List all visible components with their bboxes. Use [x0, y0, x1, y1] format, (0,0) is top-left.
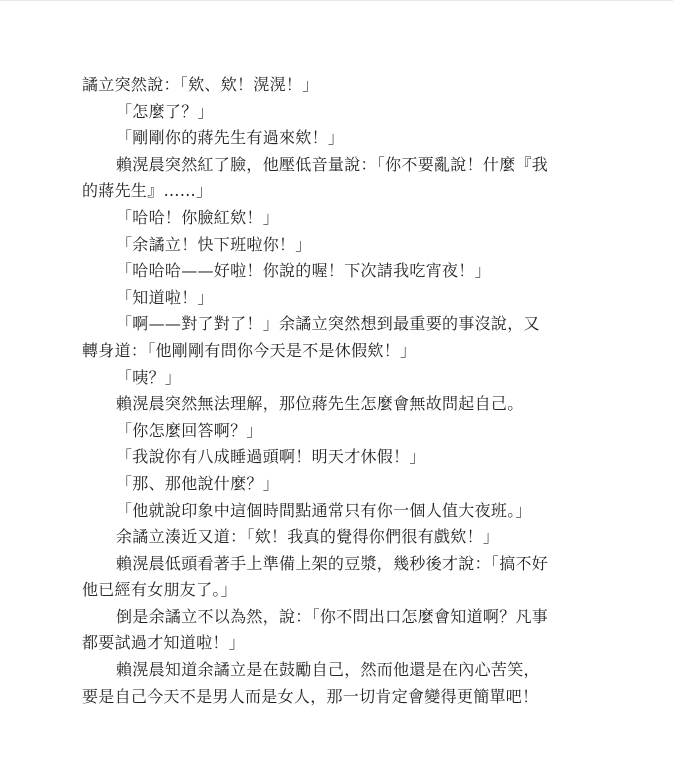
text-line: 要是自己今天不是男人而是女人，那一切肯定會變得更簡單吧！ [82, 686, 539, 706]
text-line: 「那、那他說什麼？」 [116, 473, 280, 493]
text-line: 賴滉晨低頭看著手上準備上架的豆漿，幾秒後才說：「搞不好 [116, 553, 549, 573]
text-line: 賴滉晨突然無法理解，那位蔣先生怎麼會無故問起自己。 [116, 394, 524, 414]
text-line: 的蔣先生』……」 [82, 181, 213, 201]
text-line: 「怎麼了？」 [116, 101, 214, 121]
text-line: 「余譎立！快下班啦你！」 [116, 234, 312, 254]
text-line: 他已經有女朋友了。」 [82, 580, 238, 600]
text-line: 「咦？」 [116, 367, 182, 387]
text-line: 都要試過才知道啦！」 [82, 633, 246, 653]
text-line: 倒是余譎立不以為然，說：「你不問出口怎麼會知道啊？凡事 [116, 606, 549, 626]
text-line: 「他就說印象中這個時間點通常只有你一個人值大夜班。」 [116, 500, 532, 520]
text-line: 「哈哈！你臉紅欸！」 [116, 207, 280, 227]
text-line: 「我說你有八成睡過頭啊！明天才休假！」 [116, 447, 426, 467]
text-line: 余譎立湊近又道：「欸！我真的覺得你們很有戲欸！」 [116, 527, 500, 547]
text-line: 譎立突然說：「欸、欸！滉滉！」 [82, 75, 319, 94]
text-line: 「啊——對了對了！」余譎立突然想到最重要的事沒說，又 [116, 314, 540, 334]
text-line: 「知道啦！」 [116, 287, 214, 307]
text-line: 轉身道：「他剛剛有問你今天是不是休假欸！」 [82, 340, 417, 360]
page-top-border [0, 0, 673, 1]
text-line: 賴滉晨知道余譎立是在鼓勵自己，然而他還是在內心苦笑， [116, 660, 540, 680]
text-line: 「剛剛你的蔣先生有過來欸！」 [116, 128, 345, 148]
novel-text-body [82, 72, 567, 710]
text-line: 賴滉晨突然紅了臉，他壓低音量說：「你不要亂說！什麼『我 [116, 154, 549, 174]
text-line: 「哈哈哈——好啦！你說的喔！下次請我吃宵夜！」 [116, 261, 491, 281]
text-line: 「你怎麼回答啊？」 [116, 420, 263, 440]
